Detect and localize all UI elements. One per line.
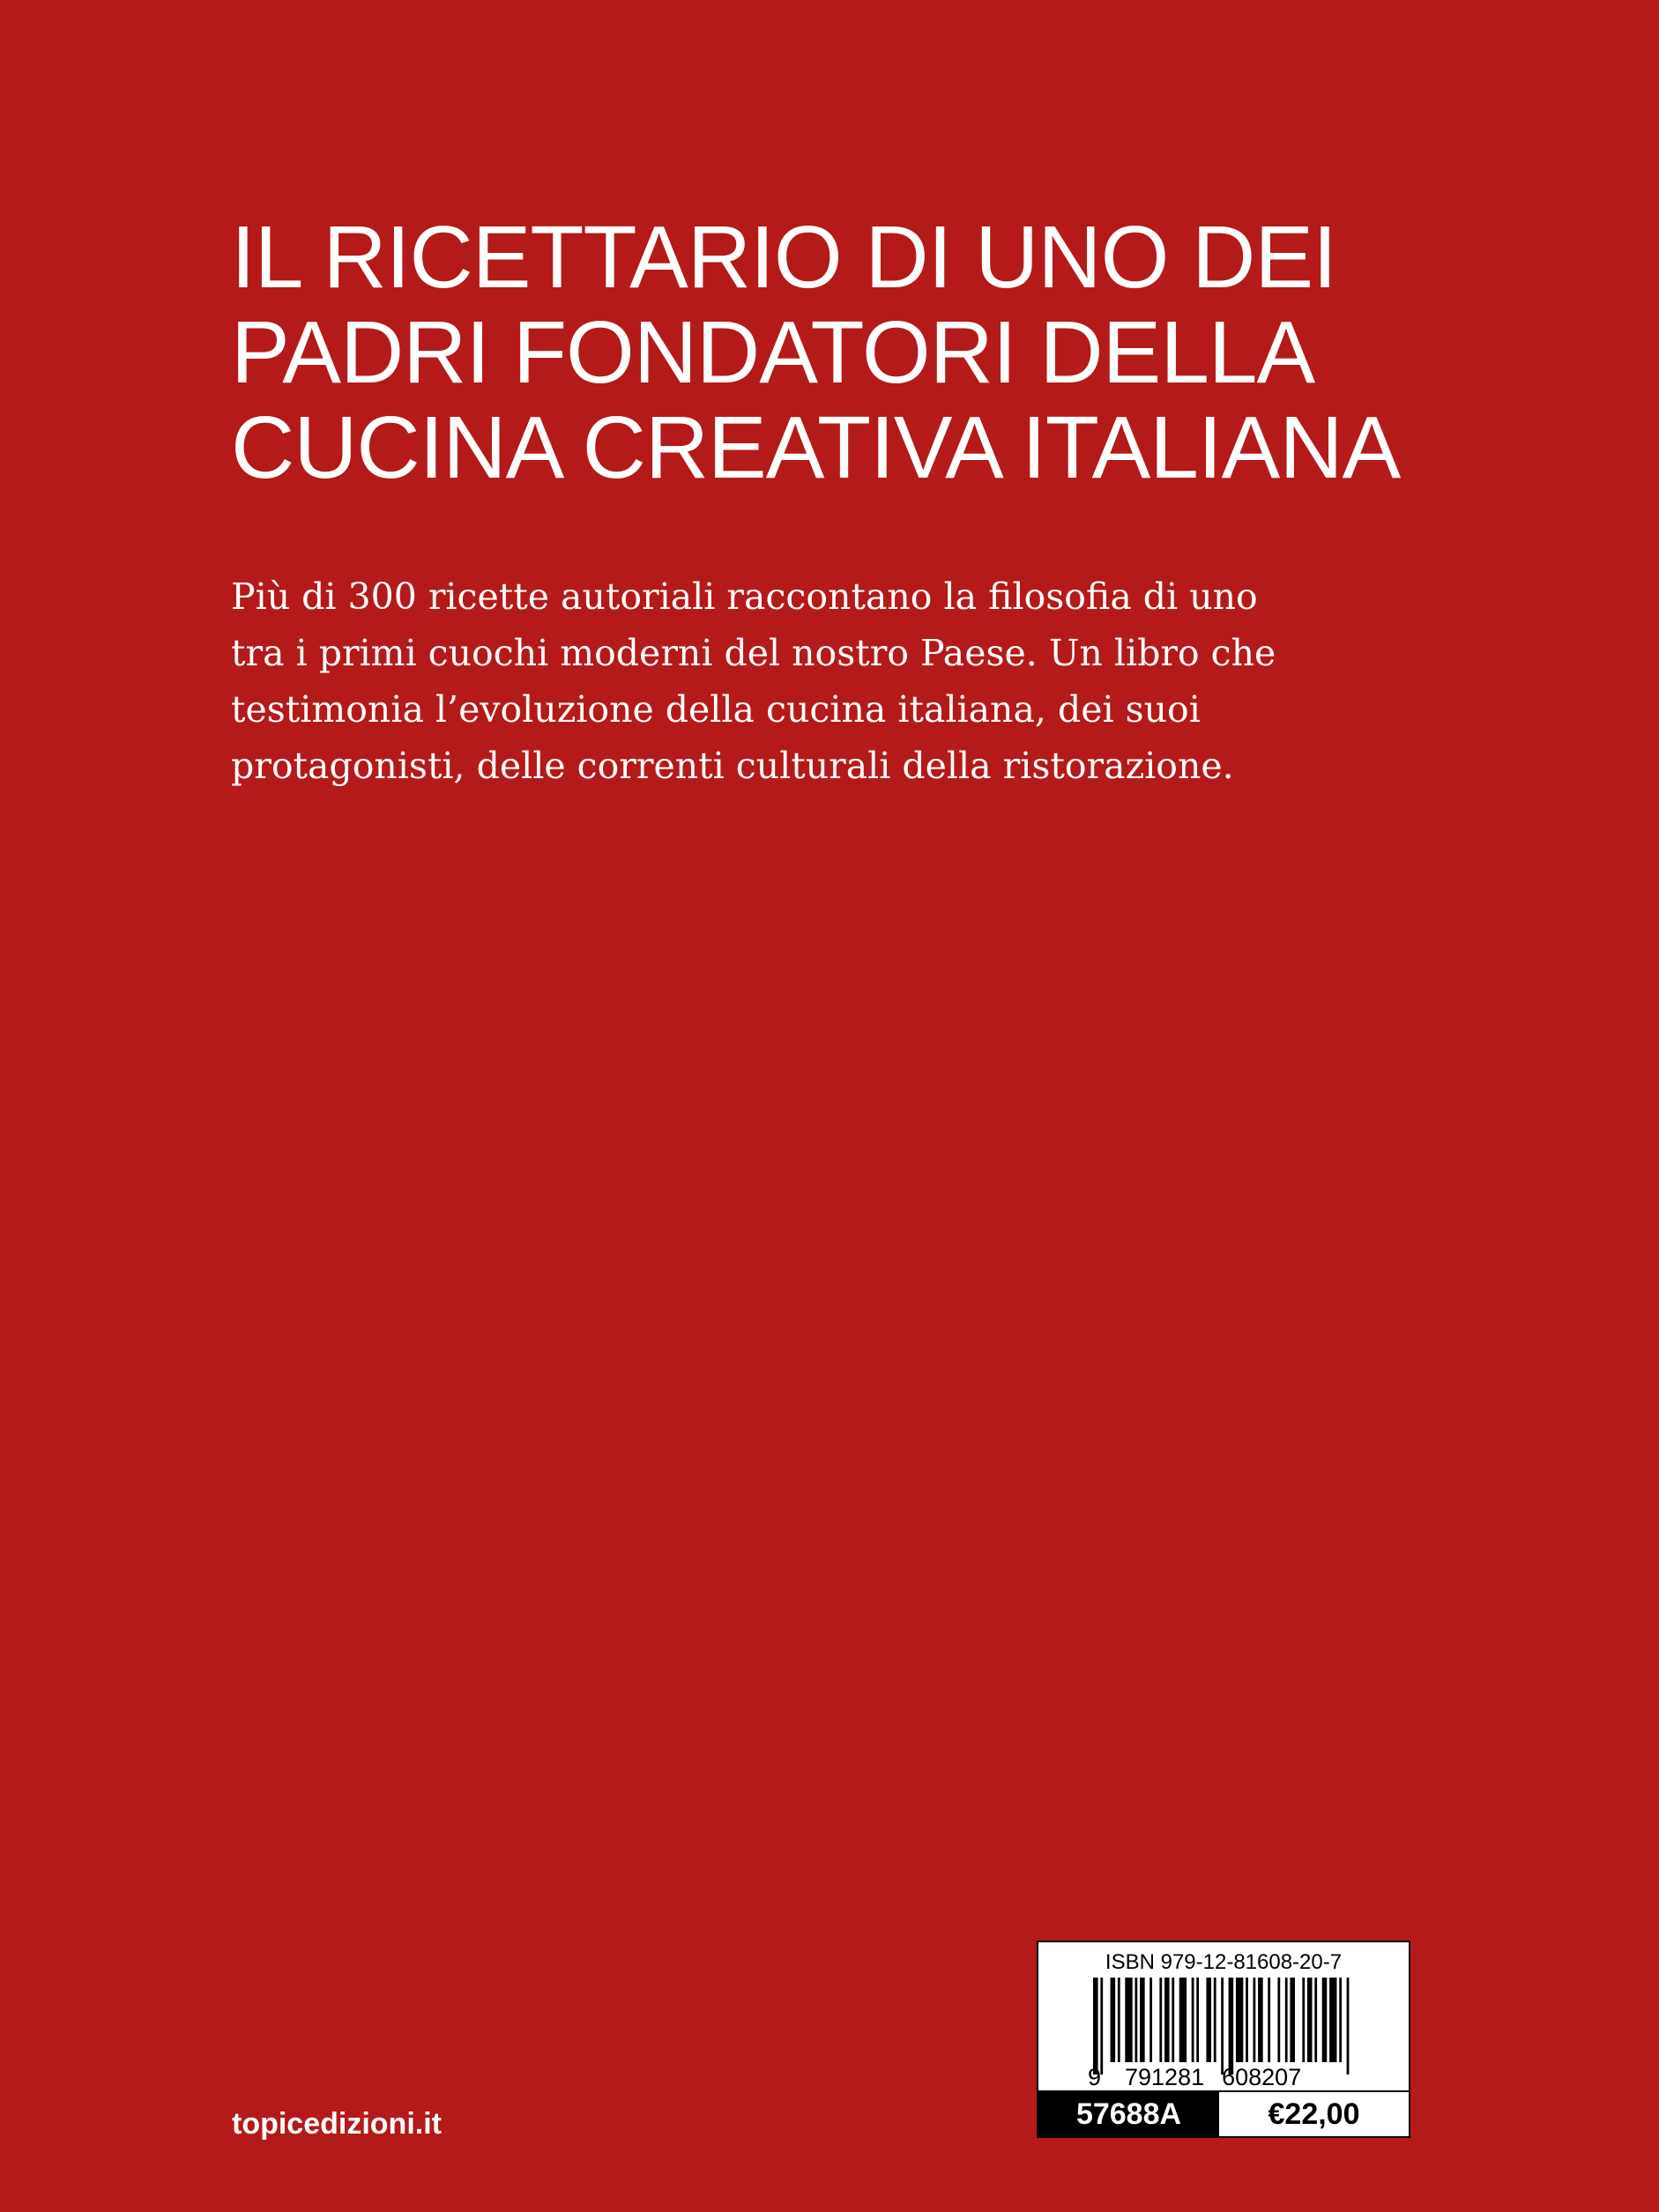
barcode-bar <box>1111 1978 1116 2062</box>
barcode-bar <box>1140 1978 1145 2062</box>
barcode-bar <box>1179 1978 1187 2062</box>
barcode-bar <box>1246 1978 1248 2062</box>
barcode-bar <box>1229 1978 1234 2075</box>
barcode-digits <box>1088 2064 1373 2090</box>
barcode-bar <box>1322 1978 1328 2062</box>
headline <box>231 210 1447 495</box>
barcode-digit-prefix: 9 <box>1088 2064 1102 2090</box>
barcode-bar <box>1172 1978 1174 2062</box>
barcode-bar <box>1302 1978 1305 2062</box>
barcode-box <box>1037 1941 1410 2138</box>
barcode-digits-right: 608207 <box>1222 2064 1302 2090</box>
barcode-digits-left: 791281 <box>1125 2064 1205 2090</box>
barcode-bar <box>1339 1978 1342 2062</box>
barcode-bar <box>1290 1978 1295 2062</box>
barcode-bar <box>1285 1978 1288 2062</box>
barcode-bar <box>1135 1978 1137 2062</box>
barcode-bar <box>1314 1978 1317 2062</box>
headline-line-1: IL RICETTARIO DI UNO DEI <box>231 208 1336 307</box>
barcode-bar <box>1125 1978 1132 2062</box>
barcode-bar <box>1100 1978 1103 2075</box>
blurb-line-1: Più di 300 ricette autoriali raccontano la filosofia di uno <box>231 575 1258 618</box>
barcode-bar <box>1329 1978 1336 2062</box>
blurb-line-4: protagonisti, delle correnti culturali della ristorazione. <box>231 745 1234 787</box>
barcode-bar <box>1347 1978 1350 2075</box>
barcode-bar <box>1307 1978 1313 2062</box>
price-label: €22,00 <box>1219 2092 1409 2136</box>
publisher-website: topicedizioni.it <box>232 2107 442 2141</box>
blurb-paragraph <box>231 568 1465 794</box>
barcode-bar <box>1118 1978 1120 2062</box>
blurb-line-2: tra i primi cuochi moderni del nostro Paese. Un libro che <box>231 632 1276 674</box>
barcode-bar <box>1149 1978 1152 2062</box>
headline-line-3: CUCINA CREATIVA ITALIANA <box>231 398 1401 497</box>
barcode-bar <box>1159 1978 1162 2062</box>
barcode-bar <box>1236 1978 1243 2062</box>
barcode-bar <box>1258 1978 1263 2062</box>
headline-line-2: PADRI FONDATORI DELLA <box>231 303 1315 402</box>
product-code: 57688A <box>1038 2092 1219 2136</box>
barcode-bar <box>1093 1978 1098 2075</box>
price-row <box>1038 2090 1409 2136</box>
barcode-bar <box>1277 1978 1280 2062</box>
barcode-bar <box>1192 1978 1194 2062</box>
isbn-text: ISBN 979-12-81608-20-7 <box>1105 1950 1343 1974</box>
barcode-bar <box>1196 1978 1199 2062</box>
barcode-bar <box>1221 1978 1224 2075</box>
barcode-bar <box>1206 1978 1211 2062</box>
barcode-bar <box>1214 1978 1216 2062</box>
blurb-line-3: testimonia l’evoluzione della cucina italiana, dei suoi <box>231 688 1201 731</box>
barcode-bars <box>1093 1978 1354 2075</box>
barcode-bar <box>1164 1978 1170 2062</box>
barcode-bar <box>1254 1978 1256 2062</box>
barcode-bar <box>1268 1978 1270 2062</box>
